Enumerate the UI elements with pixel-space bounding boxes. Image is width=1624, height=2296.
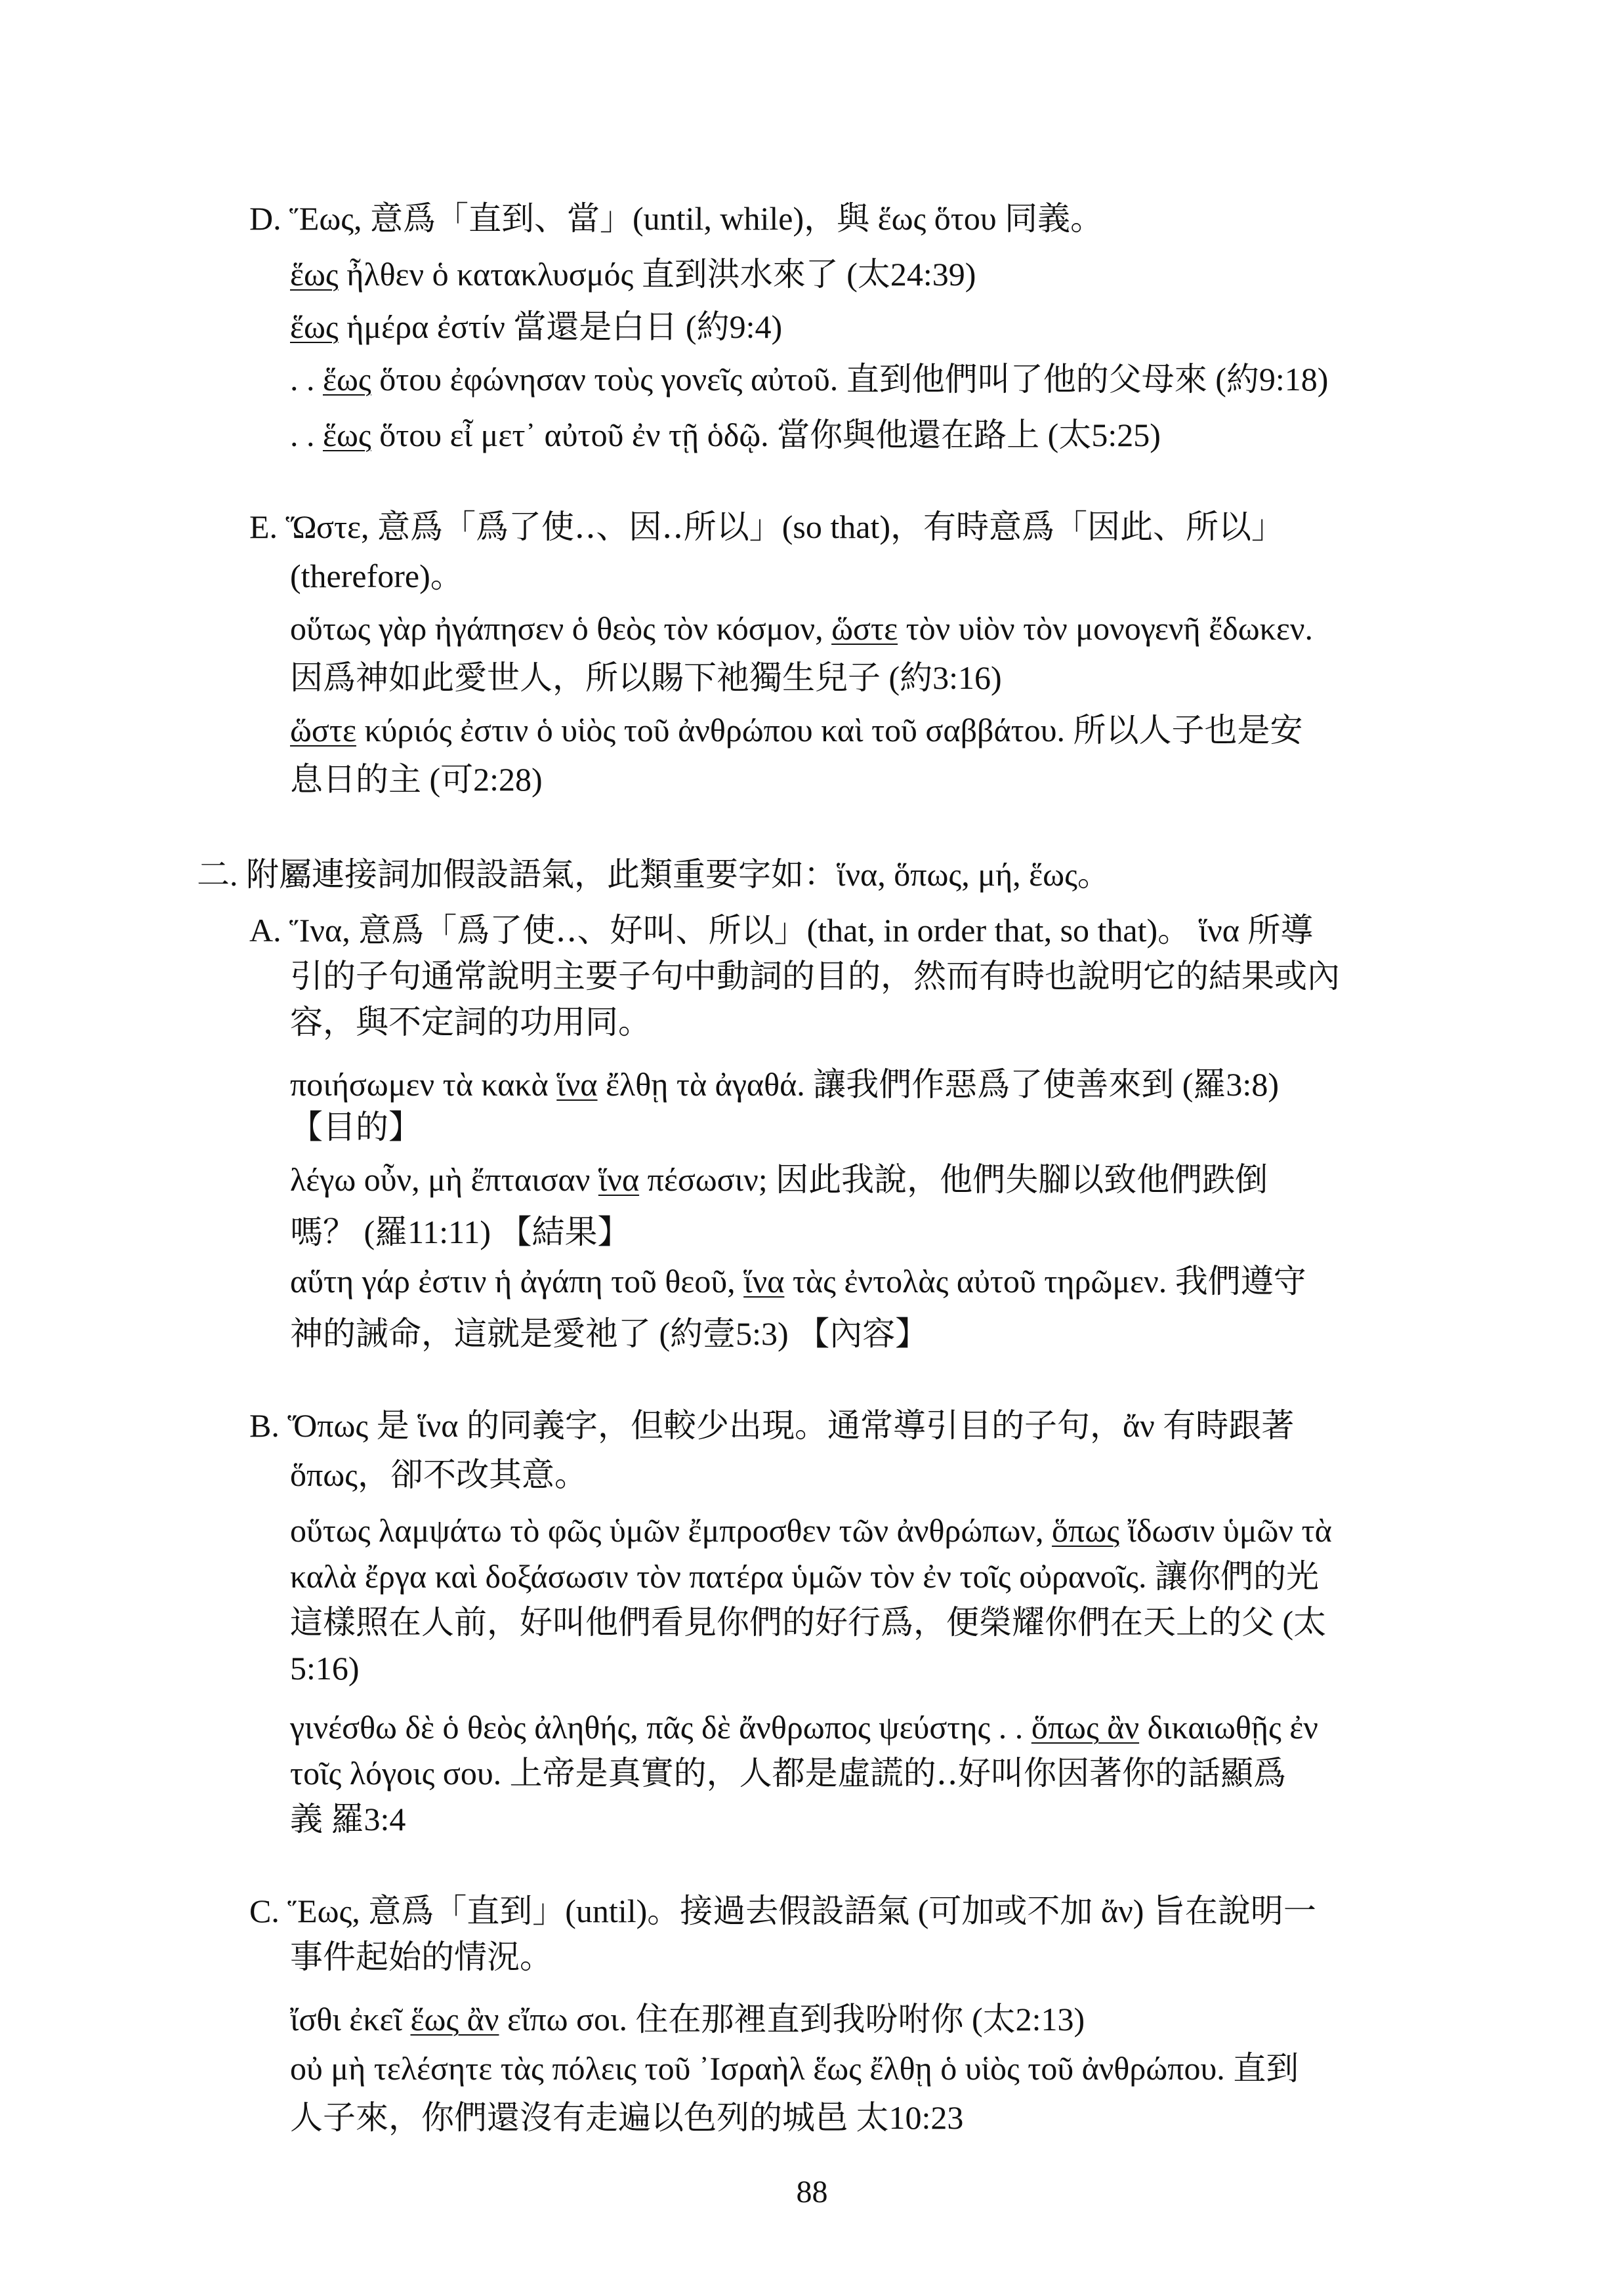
section-d-example-1: ἕως ἦλθεν ὁ κατακλυσμός 直到洪水來了 (太24:39) [290, 256, 976, 293]
section-e-example-1-line-2: 因爲神如此愛世人，所以賜下祂獨生兒子 (約3:16) [290, 659, 1002, 696]
section-d-example-3: . . ἕως ὅτου ἐφώνησαν τοὺς γονεῖς αὐτοῦ. 直到他們叫了他的父母來 (約9:18) [290, 361, 1329, 398]
underlined-greek: ἕως [290, 256, 339, 293]
section-b-example-1-line-1: οὕτως λαμψάτω τὸ φῶς ὑμῶν ἔμπροσθεν τῶν ἀνθρώπων, ὅπως ἴδωσιν ὑμῶν τὰ [290, 1512, 1332, 1549]
section-a-example-2-line-1: λέγω οὖν, μὴ ἔπταισαν ἵνα πέσωσιν; 因此我說，他們失腳以致他們跌倒 [290, 1161, 1268, 1198]
section-d-example-2: ἕως ἡμέρα ἐστίν 當還是白日 (約9:4) [290, 308, 783, 345]
underlined-greek: ἕως ἂν [410, 2001, 499, 2038]
underlined-greek: ἕως [323, 417, 371, 453]
section-b-heading-line-2: ὅπως，卻不改其意。 [290, 1456, 587, 1493]
section-e-heading-line-2: (therefore)。 [290, 558, 463, 594]
section-d-example-4: . . ἕως ὅτου εἶ μετ᾽ αὐτοῦ ἐν τῇ ὁδῷ. 當你與他還在路上 (太5:25) [290, 417, 1161, 453]
section-e-example-1-line-1: οὕτως γὰρ ἠγάπησεν ὁ θεὸς τὸν κόσμον, ὥστε τὸν υἱὸν τὸν μονογενῆ ἔδωκεν. [290, 610, 1313, 647]
section-e-example-2-line-2: 息日的主 (可2:28) [290, 761, 543, 798]
section-e-example-2-line-1: ὥστε κύριός ἐστιν ὁ υἱὸς τοῦ ἀνθρώπου καὶ τοῦ σαββάτου. 所以人子也是安 [290, 712, 1303, 748]
section-c-example-2-line-2: 人子來，你們還沒有走遍以色列的城邑 太10:23 [290, 2099, 964, 2136]
section-b-heading-line-1: B. Ὅπως 是 ἵνα 的同義字，但較少出現。通常導引目的子句，ἄν 有時跟著 [249, 1407, 1295, 1444]
underlined-greek: ἕως [323, 361, 371, 398]
section-d-heading: D. Ἕως, 意爲「直到、當」(until, while)，與 ἕως ὅτου 同義。 [249, 200, 1104, 237]
underlined-greek: ἵνα [598, 1161, 640, 1198]
underlined-greek: ἕως [290, 308, 339, 345]
section-e-heading-line-1: E. Ὥστε, 意爲「爲了使‥、因‥所以」(so that)，有時意爲「因此、所以」 [249, 508, 1284, 545]
section-a-example-1-line-2: 【目的】 [290, 1109, 421, 1145]
section-a-example-1-line-1: ποιήσωμεν τὰ κακὰ ἵνα ἔλθῃ τὰ ἀγαθά. 讓我們作惡爲了使善來到 (羅3:8) [290, 1066, 1279, 1103]
section-a-heading-line-2: 引的子句通常說明主要子句中動詞的目的，然而有時也說明它的結果或內 [290, 958, 1340, 994]
section-a-heading-line-3: 容，與不定詞的功用同。 [290, 1004, 651, 1040]
underlined-greek: ὥστε [290, 712, 356, 748]
section-a-example-3-line-2: 神的誡命，這就是愛祂了 (約壹5:3) 【內容】 [290, 1315, 928, 1352]
underlined-greek: ἵνα [556, 1066, 598, 1103]
part-2-heading: 二. 附屬連接詞加假設語氣，此類重要字如：ἵνα, ὅπως, μή, ἕως。 [197, 856, 1110, 893]
section-a-heading-line-1: A. Ἵνα, 意爲「爲了使‥、好叫、所以」(that, in order that, so that)。 ἵνα 所導 [249, 912, 1314, 949]
section-c-example-2-line-1: οὐ μὴ τελέσητε τὰς πόλεις τοῦ ᾽Ισραὴλ ἕως ἔλθῃ ὁ υἱὸς τοῦ ἀνθρώπου. 直到 [290, 2050, 1299, 2087]
section-b-example-1-line-2: καλὰ ἔργα καὶ δοξάσωσιν τὸν πατέρα ὑμῶν τὸν ἐν τοῖς οὐρανοῖς. 讓你們的光 [290, 1558, 1319, 1595]
section-c-heading-line-1: C. Ἕως, 意爲「直到」(until)。接過去假設語氣 (可加或不加 ἄν) 旨在說明一 [249, 1893, 1316, 1929]
section-b-example-2-line-2: τοῖς λόγοις σου. 上帝是真實的，人都是虛謊的‥好叫你因著你的話顯爲 [290, 1755, 1286, 1792]
section-b-example-2-line-3: 義 羅3:4 [290, 1801, 406, 1837]
page-number: 88 [796, 2175, 828, 2209]
section-b-example-1-line-4: 5:16) [290, 1650, 360, 1687]
section-c-example-1: ἴσθι ἐκεῖ ἕως ἂν εἴπω σοι. 住在那裡直到我吩咐你 (太2:13) [290, 2001, 1085, 2038]
section-a-example-2-line-2: 嗎？ (羅11:11) 【結果】 [290, 1214, 631, 1250]
underlined-greek: ἵνα [743, 1263, 785, 1300]
section-b-example-1-line-3: 這樣照在人前，好叫他們看見你們的好行爲，便榮耀你們在天上的父 (太 [290, 1604, 1327, 1641]
section-b-example-2-line-1: γινέσθω δὲ ὁ θεὸς ἀληθής, πᾶς δὲ ἄνθρωπος ψεύστης . . ὅπως ἂν δικαιωθῇς ἐν [290, 1709, 1318, 1746]
underlined-greek: ὅπως [1052, 1512, 1120, 1549]
section-c-heading-line-2: 事件起始的情況。 [290, 1938, 552, 1975]
underlined-greek: ὥστε [831, 610, 898, 647]
section-a-example-3-line-1: αὕτη γάρ ἐστιν ἡ ἀγάπη τοῦ θεοῦ, ἵνα τὰς ἐντολὰς αὐτοῦ τηρῶμεν. 我們遵守 [290, 1263, 1306, 1300]
underlined-greek: ὅπως ἂν [1031, 1709, 1140, 1746]
